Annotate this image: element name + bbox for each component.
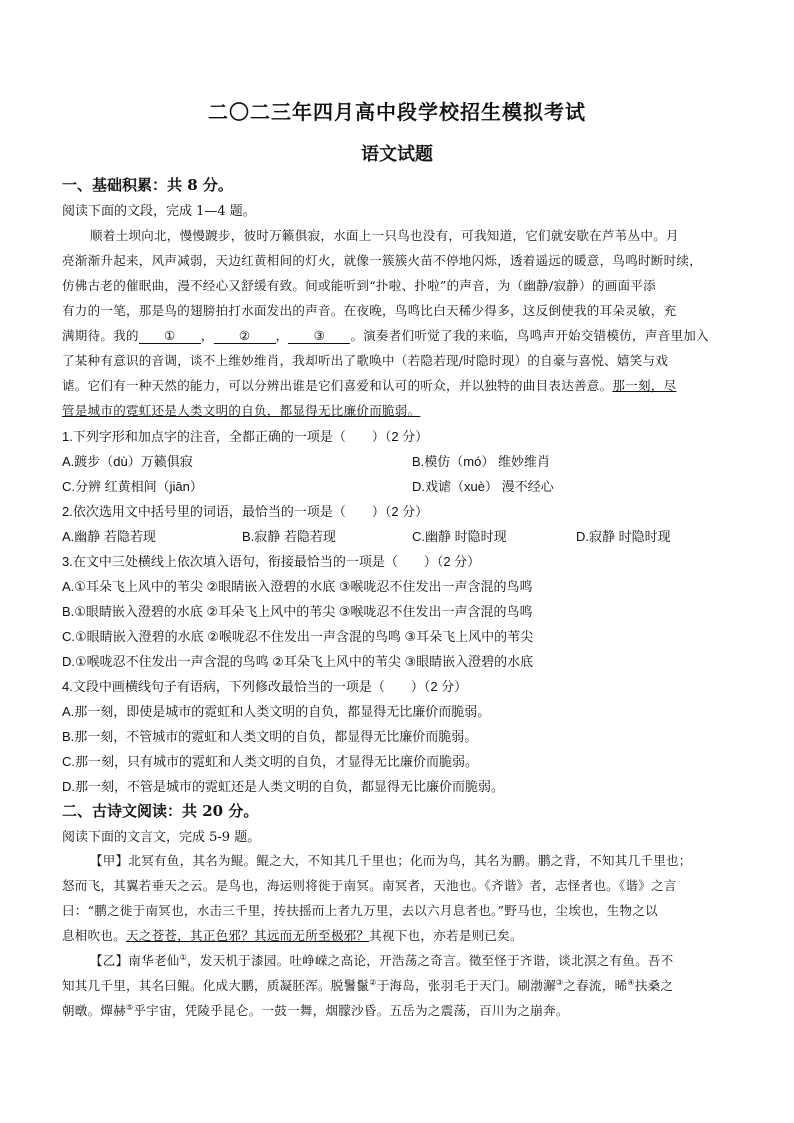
note-marker: ⑤ bbox=[126, 1002, 134, 1012]
passage-line: 了某种有意识的音调，谈不上维妙维肖，我却听出了歌唤中（若隐若现/时隐时现）的自豪与喜悦、嬉笑与戏 bbox=[62, 353, 669, 368]
passage-line: 有力的一笔，那是鸟的翅膀拍打水面发出的声音。在夜晚，鸟鸣比白天稀少得多，这反倒使我的耳朵灵敏，充 bbox=[62, 303, 677, 318]
text-jia-line: 曰：“鹏之徙于南冥也，水击三千里，抟扶摇而上者九万里，去以六月息者也。”野马也，尘埃也，生物之以 bbox=[62, 903, 658, 918]
q1-option-d: D.戏谑（xuè） 漫不经心 bbox=[412, 479, 554, 494]
q2-option-d: D.寂静 时隐时现 bbox=[576, 529, 671, 544]
underlined-sentence: 那一刻，尽 bbox=[612, 378, 677, 393]
text-jia-line bbox=[62, 926, 734, 944]
exam-subtitle: 语文试题 bbox=[361, 144, 433, 165]
q1-option-a: A.踱步（dù）万籁俱寂 bbox=[62, 454, 193, 469]
classical-text: 其视下也，亦若是则已矣。 bbox=[369, 928, 523, 943]
question-1: 1.下列字形和加点字的注音，全都正确的一项是（ ）（2 分） bbox=[62, 429, 429, 444]
section-1-heading: 一、基础积累：共 8 分。 bbox=[62, 176, 233, 194]
blank-2: ② bbox=[214, 328, 276, 344]
classical-text: 于海岛，张羽毛于天门。刷渤澥 bbox=[376, 978, 556, 993]
question-2: 2.依次选用文中括号里的词语，最恰当的一项是（ ）（2 分） bbox=[62, 504, 429, 519]
classical-text: 之春流，晞 bbox=[563, 978, 628, 993]
q3-option-b: B.①眼睛嵌入澄碧的水底 ②耳朵飞上风中的苇尖 ③喉咙忍不住发出一声含混的鸟鸣 bbox=[62, 604, 533, 619]
classical-text: 息相吹也。 bbox=[62, 928, 127, 943]
q3-option-a: A.①耳朵飞上风中的苇尖 ②眼睛嵌入澄碧的水底 ③喉咙忍不住发出一声含混的鸟鸣 bbox=[62, 579, 533, 594]
question-3: 3.在文中三处横线上依次填入语句，衔接最恰当的一项是（ ）（2 分） bbox=[62, 554, 481, 569]
passage-line: 顺着土坝向北，慢慢踱步，彼时万籁俱寂，水面上一只鸟也没有，可我知道，它们就安歇在芦苇丛中。月 bbox=[90, 228, 679, 243]
section-2-heading: 二、古诗文阅读：共 20 分。 bbox=[62, 802, 259, 820]
q2-option-b: B.寂静 若隐若现 bbox=[242, 529, 336, 544]
classical-text: 扶桑之 bbox=[634, 978, 674, 993]
q4-option-a: A.那一刻，即使是城市的霓虹和人类文明的自负，都显得无比廉价而脆弱。 bbox=[62, 704, 491, 719]
q4-option-c: C.那一刻，只有城市的霓虹和人类文明的自负，才显得无比廉价而脆弱。 bbox=[62, 754, 479, 769]
classical-text: 朝暾。燀赫 bbox=[62, 1003, 127, 1018]
question-4: 4.文段中画横线句子有语病，下列修改最恰当的一项是（ ）（2 分） bbox=[62, 679, 468, 694]
passage-line: 亮渐渐升起来，风声减弱，天边红黄相间的灯火，就像一簇簇火苗不停地闪烁，透着遥远的暖意，鸟鸣时断时续， bbox=[62, 253, 703, 268]
classical-text: 乎宇宙，凭陵乎昆仑。一鼓一舞，烟朦沙昏。五岳为之震荡，百川为之崩奔。 bbox=[133, 1003, 569, 1018]
passage-line bbox=[62, 401, 734, 419]
q3-option-c: C.①眼睛嵌入澄碧的水底 ②喉咙忍不住发出一声含混的鸟鸣 ③耳朵飞上风中的苇尖 bbox=[62, 629, 534, 644]
text-jia-line: 【甲】北冥有鱼，其名为鲲。鲲之大，不知其几千里也；化而为鸟，其名为鹏。鹏之背，不知其几千里也； bbox=[90, 853, 692, 868]
passage-line: 仿佛古老的催眠曲，漫不经心又舒缓有致。间或能听到“扑啦、扑啦”的声音，为（幽静/寂静）的画面平添 bbox=[62, 278, 656, 293]
passage-text: 。演奏者们听觉了我的来临，鸟鸣声开始交错模仿，声音里加入 bbox=[350, 328, 709, 343]
q4-option-b: B.那一刻，不管城市的霓虹和人类文明的自负，都显得无比廉价而脆弱。 bbox=[62, 729, 478, 744]
classical-text: 知其几千里，其名曰鲲。化成大鹏，质凝胚浑。脱鬐鬣 bbox=[62, 978, 370, 993]
q1-option-c: C.分辨 红黄相间（jiān） bbox=[62, 479, 203, 494]
q2-option-c: C.幽静 时隐时现 bbox=[412, 529, 507, 544]
note-marker: ① bbox=[179, 952, 188, 962]
text-yi-line bbox=[62, 1001, 734, 1019]
text-jia-line: 怒而飞，其翼若垂天之云。是鸟也，海运则将徙于南冥。南冥者，天池也。《齐谐》者，志怪者也。《谐》之言 bbox=[62, 878, 677, 893]
classical-text: ，发天机于漆园。吐峥嵘之高论，开浩荡之奇言。徵至怪于齐谐，谈北溟之有鱼。吾不 bbox=[187, 953, 674, 968]
exam-title: 二〇二三年四月高中段学校招生模拟考试 bbox=[208, 100, 586, 124]
underlined-sentence: 天之苍苍，其正色邪？其远而无所至极邪？ bbox=[126, 928, 370, 943]
section-2-instruction: 阅读下面的文言文，完成 5-9 题。 bbox=[62, 830, 261, 845]
note-marker: ③ bbox=[555, 977, 564, 987]
section-1-instruction: 阅读下面的文段，完成 1—4 题。 bbox=[62, 204, 256, 219]
classical-text: 【乙】南华老仙 bbox=[90, 953, 180, 968]
q4-option-d: D.那一刻，不管是城市的霓虹还是人类文明的自负，都显得无比廉价而脆弱。 bbox=[62, 779, 505, 794]
text-yi-line bbox=[90, 951, 734, 969]
passage-line-with-blanks: 满期待。我的 ① ， ② ， ③ 。演奏者们听觉了我的来临，鸟鸣声开始交错模仿，声音里加入 bbox=[62, 328, 709, 343]
blank-3: ③ bbox=[288, 328, 350, 344]
q1-option-b: B.模仿（mó） 维妙维肖 bbox=[412, 454, 550, 469]
underlined-sentence: 管是城市的霓虹还是人类文明的自负，都显得无比廉价而脆弱。 bbox=[62, 403, 421, 418]
q2-option-a: A.幽静 若隐若现 bbox=[62, 529, 156, 544]
passage-text: 谑。它们有一种天然的能力，可以分辨出谁是它们喜爱和认可的听众，并以独特的曲目表达善意。 bbox=[62, 378, 613, 393]
text-yi-line bbox=[62, 976, 734, 994]
passage-text: 满期待。我的 bbox=[62, 328, 139, 343]
note-marker: ④ bbox=[627, 977, 635, 987]
q3-option-d: D.①喉咙忍不住发出一声含混的鸟鸣 ②耳朵飞上风中的苇尖 ③眼睛嵌入澄碧的水底 bbox=[62, 654, 534, 669]
note-marker: ② bbox=[369, 977, 377, 987]
blank-1: ① bbox=[139, 328, 201, 344]
passage-line bbox=[62, 376, 734, 394]
